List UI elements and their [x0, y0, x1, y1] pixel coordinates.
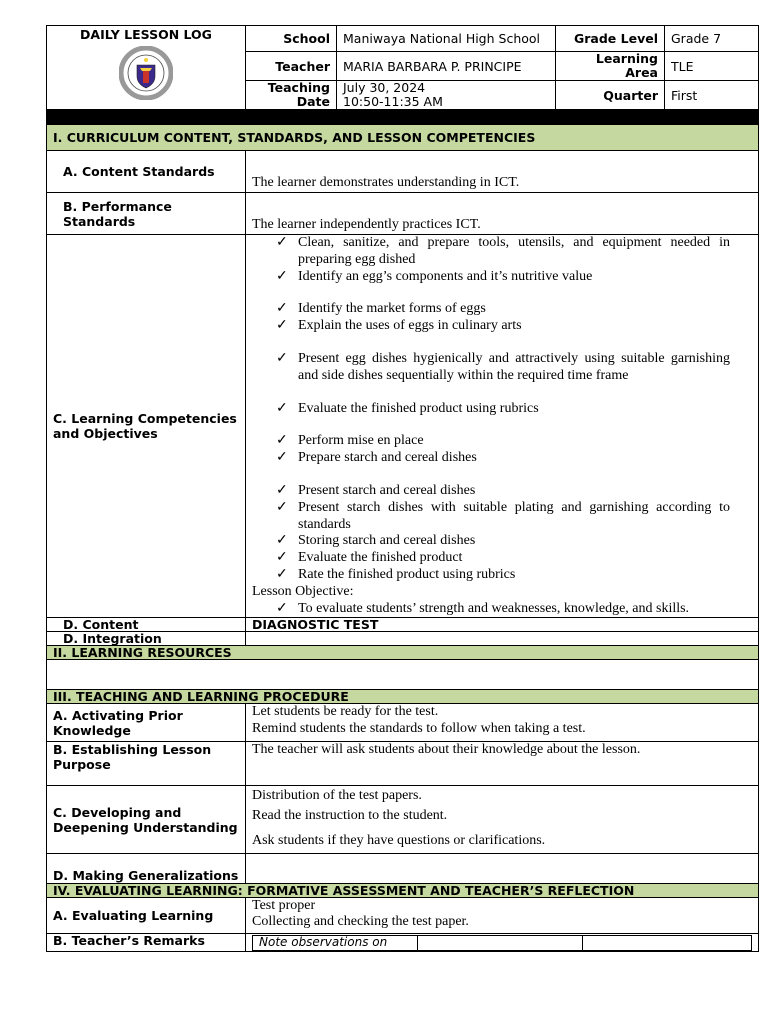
content-standards-value: The learner demonstrates understanding in ICT.	[246, 151, 759, 193]
remarks-grid	[252, 935, 752, 951]
competency-text: Explain the uses of eggs in culinary arts	[298, 318, 522, 334]
check-icon: ✓	[276, 433, 288, 449]
lesson-objective-item	[276, 601, 730, 618]
title-cell	[47, 26, 246, 110]
evaluating-label: A. Evaluating Learning	[47, 898, 246, 934]
lesson-objective-label: Lesson Objective:	[252, 583, 354, 599]
establishing-label: B. Establishing Lesson Purpose	[47, 742, 246, 786]
check-icon: ✓	[276, 533, 288, 549]
competencies-list	[252, 235, 730, 584]
teacher-label: Teacher	[246, 52, 337, 81]
competency-item	[276, 550, 730, 567]
performance-standards-label	[47, 193, 246, 235]
section-3-title: III. TEACHING AND LEARNING PROCEDURE	[47, 690, 759, 704]
competency-text: Evaluate the finished product	[298, 550, 463, 566]
section-2-title: II. LEARNING RESOURCES	[47, 646, 759, 660]
spacer	[276, 467, 730, 483]
competency-item	[276, 533, 730, 550]
check-icon: ✓	[276, 450, 288, 466]
content-value: DIAGNOSTIC TEST	[246, 618, 759, 632]
competency-text: Prepare starch and cereal dishes	[298, 450, 477, 466]
check-icon: ✓	[276, 499, 288, 515]
developing-value	[246, 786, 759, 854]
check-icon: ✓	[276, 350, 288, 366]
remarks-cell-3	[583, 936, 751, 950]
check-icon: ✓	[276, 318, 288, 334]
remarks-label: B. Teacher’s Remarks	[47, 934, 246, 952]
learning-resources-value	[47, 660, 759, 690]
competency-text: Clean, sanitize, and prepare tools, utensils, and equipment needed in preparing egg dished	[298, 235, 730, 267]
developing-line-3: Ask students if they have questions or clarifications.	[252, 833, 546, 849]
remarks-value	[246, 934, 759, 952]
section-4-title: IV. EVALUATING LEARNING: FORMATIVE ASSESSMENT AND TEACHER’S REFLECTION	[47, 884, 759, 898]
learning-area-label: Learning Area	[556, 52, 665, 81]
competency-text: Perform mise en place	[298, 433, 424, 449]
lesson-objective-list	[252, 601, 730, 618]
evaluating-value	[246, 898, 759, 934]
school-label: School	[246, 26, 337, 52]
teaching-date-value	[337, 81, 556, 110]
integration-label: D. Integration	[47, 632, 246, 646]
section-1-title: I. CURRICULUM CONTENT, STANDARDS, AND LESSON COMPETENCIES	[47, 125, 759, 151]
competency-item	[276, 269, 730, 286]
spacer	[276, 385, 730, 401]
generalizations-value	[246, 854, 759, 884]
content-label: D. Content	[47, 618, 246, 632]
activating-value	[246, 704, 759, 742]
spacer	[276, 417, 730, 433]
quarter-label: Quarter	[556, 81, 665, 110]
evaluating-line-1: Test proper	[252, 898, 316, 914]
check-icon: ✓	[276, 268, 288, 284]
competency-text: Identify the market forms of eggs	[298, 301, 486, 317]
competencies-value	[246, 235, 759, 618]
check-icon: ✓	[276, 600, 288, 616]
competency-text: Evaluate the finished product using rubrics	[298, 400, 539, 416]
integration-value	[246, 632, 759, 646]
check-icon: ✓	[276, 482, 288, 498]
competency-item	[276, 450, 730, 467]
competency-text: Storing starch and cereal dishes	[298, 533, 476, 549]
black-divider	[47, 110, 759, 125]
competency-item	[276, 401, 730, 418]
competency-item	[276, 500, 730, 534]
check-icon: ✓	[276, 235, 288, 250]
competency-text: Present starch and cereal dishes	[298, 482, 476, 498]
developing-line-2: Read the instruction to the student.	[252, 808, 448, 824]
check-icon: ✓	[276, 301, 288, 317]
generalizations-label: D. Making Generalizations	[47, 854, 246, 884]
learning-area-value: TLE	[665, 52, 759, 81]
doc-title: DAILY LESSON LOG	[80, 27, 212, 42]
grade-value: Grade 7	[665, 26, 759, 52]
performance-standards-value: The learner independently practices ICT.	[246, 193, 759, 235]
competency-item	[276, 483, 730, 500]
competency-text: Rate the finished product using rubrics	[298, 566, 516, 582]
competency-item	[276, 567, 730, 584]
remarks-cell-2	[418, 936, 583, 950]
quarter-value: First	[665, 81, 759, 110]
spacer	[276, 335, 730, 351]
lesson-log-table	[46, 25, 759, 952]
competency-item	[276, 301, 730, 318]
competencies-label: C. Learning Competencies and Objectives	[47, 235, 246, 618]
deped-seal-logo	[119, 46, 173, 100]
competency-text: Present egg dishes hygienically and attractively using suitable garnishing and side dishes sequentially within the required time frame	[298, 350, 730, 383]
developing-label: C. Developing and Deepening Understanding	[47, 786, 246, 854]
check-icon: ✓	[276, 550, 288, 566]
check-icon: ✓	[276, 566, 288, 582]
competency-item	[276, 351, 730, 385]
competency-text: Present starch dishes with suitable plating and garnishing according to standards	[298, 499, 730, 532]
competency-item	[276, 433, 730, 450]
performance-standards-text: B. Performance Standards	[63, 198, 172, 229]
developing-line-1: Distribution of the test papers.	[252, 788, 422, 804]
activating-line-1: Let students be ready for the test.	[252, 704, 439, 720]
daily-lesson-log	[46, 25, 758, 952]
school-value: Maniwaya National High School	[337, 26, 556, 52]
establishing-value: The teacher will ask students about their knowledge about the lesson.	[246, 742, 759, 786]
competency-text: Identify an egg’s components and it’s nutritive value	[298, 268, 593, 284]
teaching-time: 10:50-11:35 AM	[343, 94, 443, 109]
evaluating-line-2: Collecting and checking the test paper.	[252, 914, 469, 930]
competency-item	[276, 318, 730, 335]
content-standards-label: A. Content Standards	[47, 151, 246, 193]
remarks-note: Note observations on	[253, 936, 418, 950]
grade-label: Grade Level	[556, 26, 665, 52]
teaching-date: July 30, 2024	[343, 80, 426, 95]
activating-label: A. Activating Prior Knowledge	[47, 704, 246, 742]
teaching-date-label: Teaching Date	[246, 81, 337, 110]
spacer	[276, 285, 730, 301]
competency-item	[276, 235, 730, 269]
teacher-value: MARIA BARBARA P. PRINCIPE	[337, 52, 556, 81]
activating-line-2: Remind students the standards to follow when taking a test.	[252, 721, 586, 737]
check-icon: ✓	[276, 400, 288, 416]
lesson-objective-text: To evaluate students’ strength and weaknesses, knowledge, and skills.	[298, 600, 690, 616]
